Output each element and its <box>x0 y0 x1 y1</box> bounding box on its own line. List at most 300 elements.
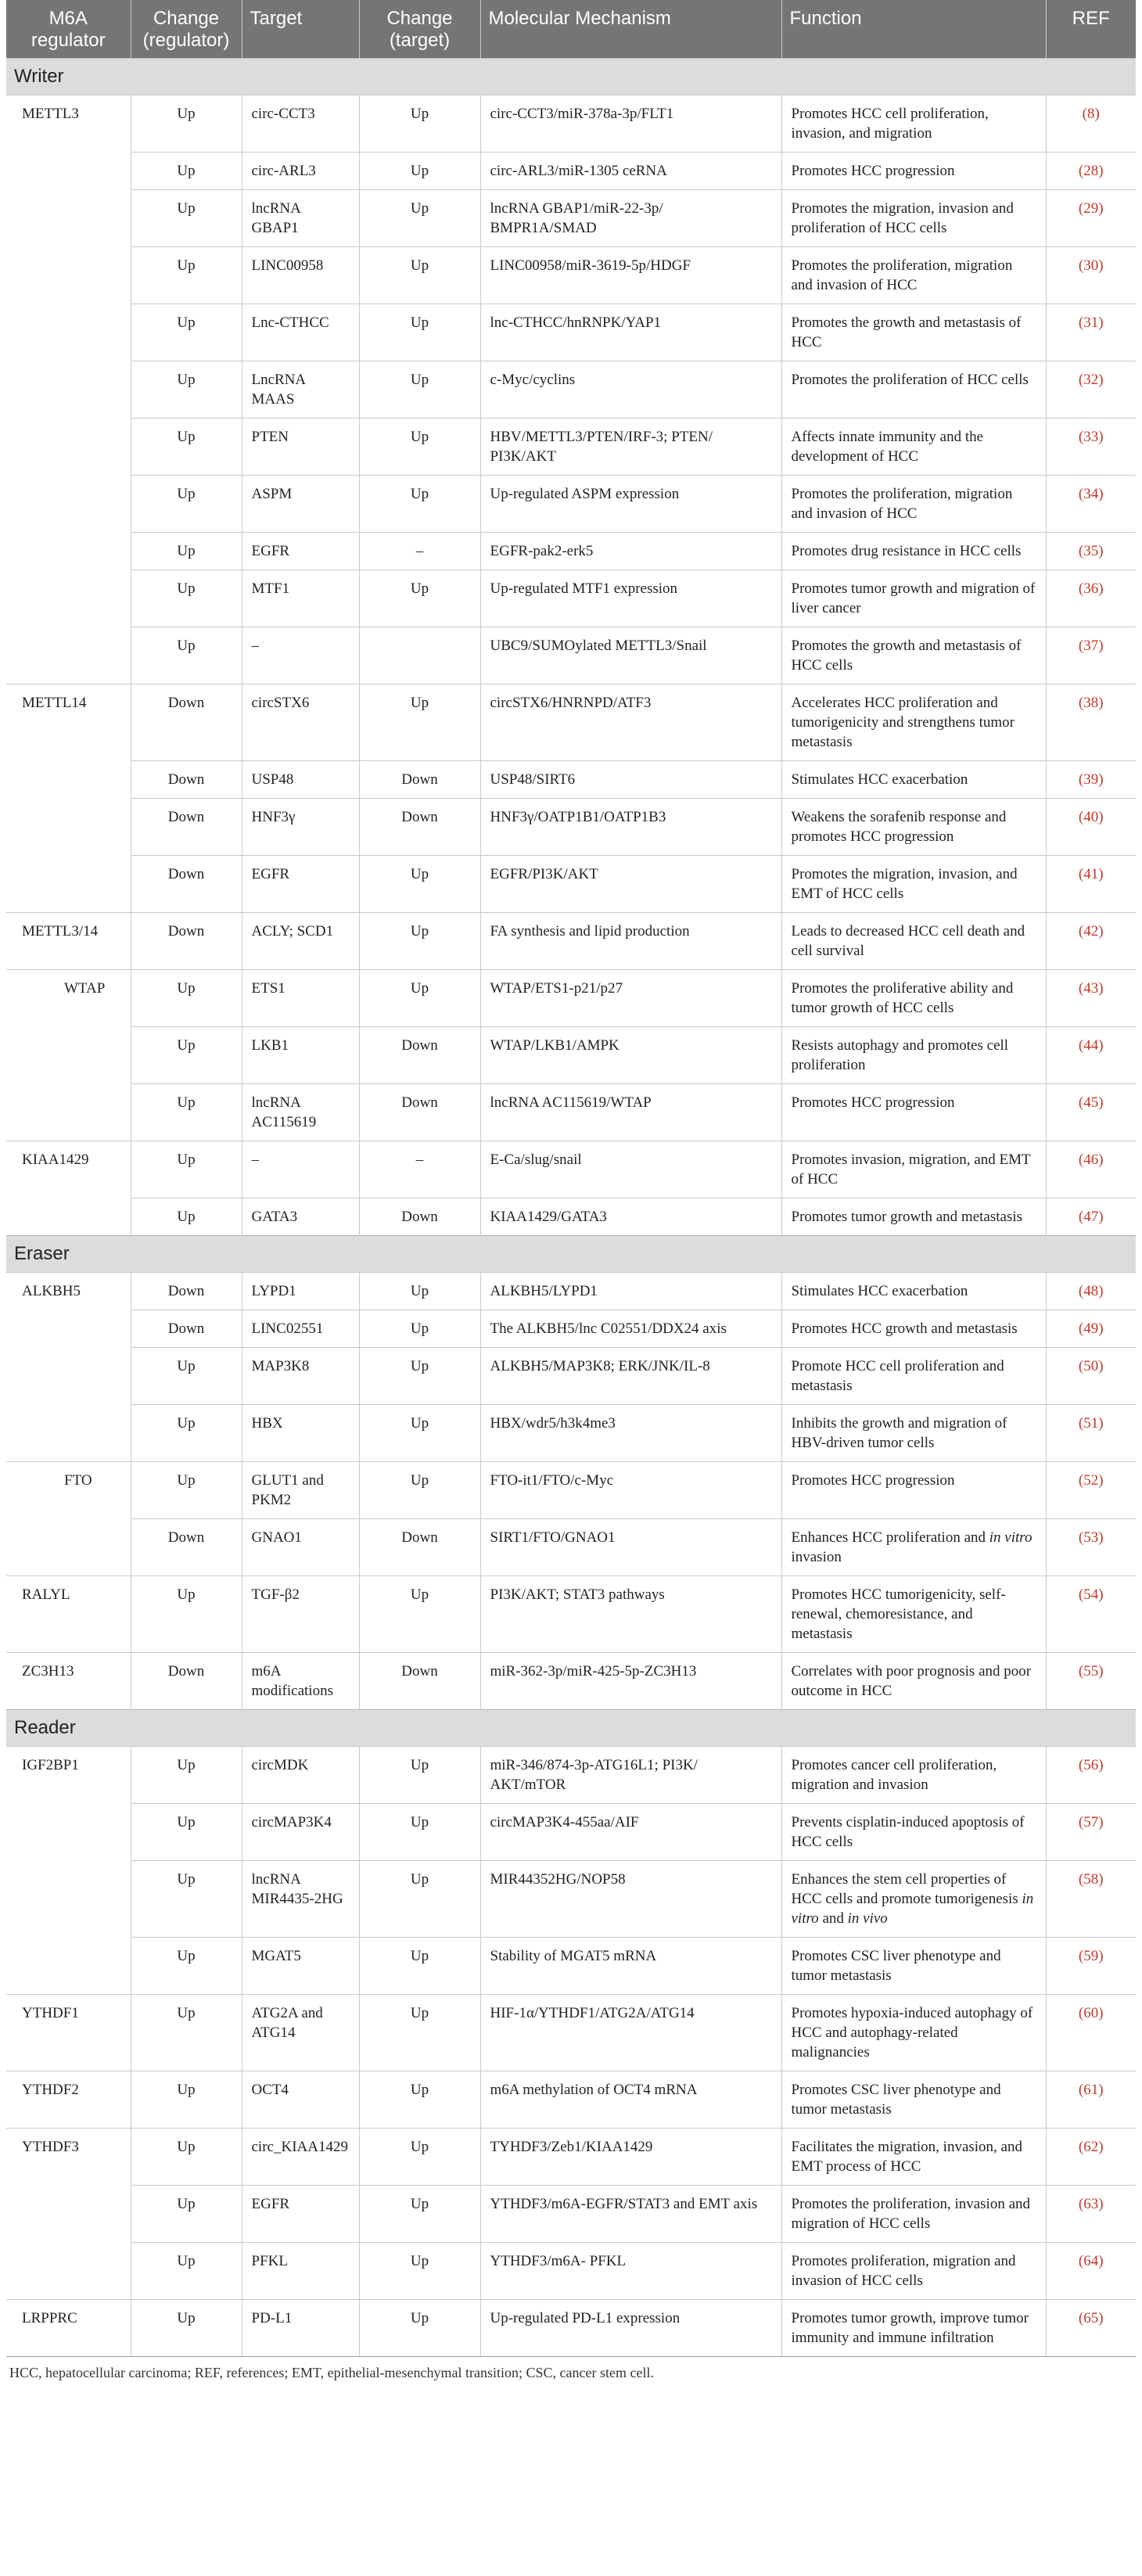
change-regulator-cell: Up <box>131 627 242 684</box>
regulator-cell: ZC3H13 <box>6 1653 131 1710</box>
target-cell: ETS1 <box>242 970 359 1027</box>
change-target-cell: Up <box>359 970 480 1027</box>
mechanism-cell: E-Ca/slug/snail <box>480 1141 781 1198</box>
section-title: Reader <box>6 1710 1136 1747</box>
mechanism-cell: HIF-1α/YTHDF1/ATG2A/ATG14 <box>480 1995 781 2071</box>
function-cell: Promotes the migration, invasion and proliferation of HCC cells <box>781 190 1046 247</box>
function-cell: Promotes CSC liver phenotype and tumor metastasis <box>781 1938 1046 1995</box>
regulator-cell: METTL14 <box>6 684 131 761</box>
regulator-cell <box>6 247 131 304</box>
ref-cell: (47) <box>1046 1198 1136 1236</box>
ref-cell: (34) <box>1046 476 1136 533</box>
mechanism-cell: circ-ARL3/miR-1305 ceRNA <box>480 153 781 190</box>
ref-cell: (51) <box>1046 1405 1136 1462</box>
change-regulator-cell: Down <box>131 1653 242 1710</box>
change-regulator-cell: Down <box>131 1273 242 1310</box>
change-regulator-cell: Up <box>131 190 242 247</box>
target-cell: LINC02551 <box>242 1310 359 1348</box>
table-row <box>6 95 1136 153</box>
ref-cell: (64) <box>1046 2243 1136 2300</box>
regulator-cell: LRPPRC <box>6 2300 131 2357</box>
ref-cell: (30) <box>1046 247 1136 304</box>
regulator-cell: RALYL <box>6 1576 131 1653</box>
table-row <box>6 856 1136 913</box>
table-row <box>6 1747 1136 1804</box>
target-cell: – <box>242 1141 359 1198</box>
mechanism-cell: YTHDF3/m6A-EGFR/STAT3 and EMT axis <box>480 2186 781 2243</box>
change-regulator-cell: Up <box>131 1576 242 1653</box>
change-target-cell: Up <box>359 2243 480 2300</box>
mechanism-cell: Up-regulated MTF1 expression <box>480 570 781 627</box>
mechanism-cell: HBV/METTL3/PTEN/IRF-3; PTEN/ PI3K/AKT <box>480 419 781 476</box>
regulator-cell <box>6 1084 131 1141</box>
mechanism-cell: USP48/SIRT6 <box>480 761 781 799</box>
table-row <box>6 570 1136 627</box>
function-cell: Promotes HCC progression <box>781 1084 1046 1141</box>
regulator-cell <box>6 1861 131 1938</box>
table-row <box>6 1141 1136 1198</box>
change-regulator-cell: Up <box>131 1198 242 1236</box>
change-target-cell: Up <box>359 1747 480 1804</box>
target-cell: LncRNA MAAS <box>242 361 359 419</box>
change-target-cell: Up <box>359 190 480 247</box>
ref-cell: (44) <box>1046 1027 1136 1084</box>
target-cell: EGFR <box>242 856 359 913</box>
target-cell: PTEN <box>242 419 359 476</box>
table-row <box>6 1027 1136 1084</box>
change-regulator-cell: Up <box>131 95 242 153</box>
target-cell: Lnc-CTHCC <box>242 304 359 361</box>
change-regulator-cell: Up <box>131 970 242 1027</box>
table-row <box>6 1273 1136 1310</box>
target-cell: TGF-β2 <box>242 1576 359 1653</box>
target-cell: lncRNA GBAP1 <box>242 190 359 247</box>
table-row <box>6 970 1136 1027</box>
table-header-row <box>6 0 1136 59</box>
table-row <box>6 2300 1136 2357</box>
change-target-cell: Down <box>359 1653 480 1710</box>
change-regulator-cell: Up <box>131 1084 242 1141</box>
mechanism-cell: ALKBH5/LYPD1 <box>480 1273 781 1310</box>
header-target: Target <box>242 0 359 59</box>
target-cell: ATG2A and ATG14 <box>242 1995 359 2071</box>
change-target-cell: Up <box>359 570 480 627</box>
target-cell: GLUT1 and PKM2 <box>242 1462 359 1519</box>
change-target-cell: Down <box>359 1027 480 1084</box>
change-target-cell: Up <box>359 2071 480 2129</box>
ref-cell: (49) <box>1046 1310 1136 1348</box>
target-cell: MTF1 <box>242 570 359 627</box>
ref-cell: (60) <box>1046 1995 1136 2071</box>
ref-cell: (33) <box>1046 419 1136 476</box>
change-target-cell: Up <box>359 2186 480 2243</box>
ref-cell: (62) <box>1046 2129 1136 2186</box>
table-row <box>6 1861 1136 1938</box>
ref-cell: (65) <box>1046 2300 1136 2357</box>
ref-cell: (39) <box>1046 761 1136 799</box>
ref-cell: (43) <box>1046 970 1136 1027</box>
mechanism-cell: m6A methylation of OCT4 mRNA <box>480 2071 781 2129</box>
table-row <box>6 190 1136 247</box>
change-target-cell: Up <box>359 913 480 970</box>
change-regulator-cell: Down <box>131 856 242 913</box>
change-regulator-cell: Down <box>131 913 242 970</box>
table-row <box>6 1405 1136 1462</box>
change-regulator-cell: Up <box>131 1405 242 1462</box>
function-cell: Accelerates HCC proliferation and tumorigenicity and strengthens tumor metastasis <box>781 684 1046 761</box>
target-cell: GNAO1 <box>242 1519 359 1576</box>
section-title: Eraser <box>6 1236 1136 1273</box>
target-cell: LKB1 <box>242 1027 359 1084</box>
change-regulator-cell: Up <box>131 1027 242 1084</box>
header-ref: REF <box>1046 0 1136 59</box>
change-regulator-cell: Up <box>131 570 242 627</box>
mechanism-cell: Up-regulated ASPM expression <box>480 476 781 533</box>
function-cell: Promotes HCC tumorigenicity, self-renewal, chemoresistance, and metastasis <box>781 1576 1046 1653</box>
target-cell: circ-CCT3 <box>242 95 359 153</box>
change-target-cell: Down <box>359 761 480 799</box>
ref-cell: (29) <box>1046 190 1136 247</box>
change-target-cell: Down <box>359 799 480 856</box>
regulator-cell <box>6 190 131 247</box>
regulator-cell: YTHDF1 <box>6 1995 131 2071</box>
ref-cell: (55) <box>1046 1653 1136 1710</box>
section-row-writer <box>6 59 1136 95</box>
mechanism-cell: circ-CCT3/miR-378a-3p/FLT1 <box>480 95 781 153</box>
mechanism-cell: TYHDF3/Zeb1/KIAA1429 <box>480 2129 781 2186</box>
function-cell: Promotes CSC liver phenotype and tumor metastasis <box>781 2071 1046 2129</box>
function-cell: Leads to decreased HCC cell death and cell survival <box>781 913 1046 970</box>
mechanism-cell: c-Myc/cyclins <box>480 361 781 419</box>
function-cell: Promotes invasion, migration, and EMT of HCC <box>781 1141 1046 1198</box>
ref-cell: (53) <box>1046 1519 1136 1576</box>
change-target-cell: Up <box>359 2300 480 2357</box>
change-target-cell: Up <box>359 304 480 361</box>
target-cell: LINC00958 <box>242 247 359 304</box>
change-target-cell: Up <box>359 2129 480 2186</box>
table-row <box>6 247 1136 304</box>
regulator-cell <box>6 1027 131 1084</box>
change-regulator-cell: Up <box>131 419 242 476</box>
regulator-cell <box>6 799 131 856</box>
mechanism-cell: FTO-it1/FTO/c-Myc <box>480 1462 781 1519</box>
target-cell: circ-ARL3 <box>242 153 359 190</box>
ref-cell: (54) <box>1046 1576 1136 1653</box>
change-regulator-cell: Up <box>131 533 242 570</box>
table-row <box>6 761 1136 799</box>
mechanism-cell: YTHDF3/m6A- PFKL <box>480 2243 781 2300</box>
table-row <box>6 1198 1136 1236</box>
mechanism-cell: LINC00958/miR-3619-5p/HDGF <box>480 247 781 304</box>
function-cell: Promotes HCC progression <box>781 1462 1046 1519</box>
change-target-cell: Up <box>359 684 480 761</box>
section-row-reader <box>6 1710 1136 1747</box>
change-regulator-cell: Up <box>131 2071 242 2129</box>
change-regulator-cell: Down <box>131 1519 242 1576</box>
ref-cell: (41) <box>1046 856 1136 913</box>
mechanism-cell: circSTX6/HNRNPD/ATF3 <box>480 684 781 761</box>
function-cell: Promotes tumor growth, improve tumor immunity and immune infiltration <box>781 2300 1046 2357</box>
target-cell: PD-L1 <box>242 2300 359 2357</box>
target-cell: circMDK <box>242 1747 359 1804</box>
function-cell: Enhances the stem cell properties of HCC cells and promote tumorigenesis in vitro and in vivo <box>781 1861 1046 1938</box>
ref-cell: (38) <box>1046 684 1136 761</box>
change-target-cell: Up <box>359 1576 480 1653</box>
function-cell: Promotes the proliferation, invasion and migration of HCC cells <box>781 2186 1046 2243</box>
regulator-cell: YTHDF2 <box>6 2071 131 2129</box>
change-target-cell: Up <box>359 419 480 476</box>
change-regulator-cell: Up <box>131 1747 242 1804</box>
target-cell: m6A modifications <box>242 1653 359 1710</box>
target-cell: circMAP3K4 <box>242 1804 359 1861</box>
mechanism-cell: Stability of MGAT5 mRNA <box>480 1938 781 1995</box>
table-row <box>6 799 1136 856</box>
ref-cell: (37) <box>1046 627 1136 684</box>
change-regulator-cell: Up <box>131 2129 242 2186</box>
table-row <box>6 913 1136 970</box>
change-target-cell: Up <box>359 1405 480 1462</box>
ref-cell: (50) <box>1046 1348 1136 1405</box>
regulator-cell <box>6 304 131 361</box>
regulator-cell: FTO <box>6 1462 131 1519</box>
ref-cell: (28) <box>1046 153 1136 190</box>
mechanism-cell: WTAP/ETS1-p21/p27 <box>480 970 781 1027</box>
regulator-cell <box>6 2186 131 2243</box>
table-row <box>6 1519 1136 1576</box>
change-regulator-cell: Up <box>131 1861 242 1938</box>
table-row <box>6 1653 1136 1710</box>
table-row <box>6 1084 1136 1141</box>
change-target-cell: Up <box>359 1938 480 1995</box>
change-target-cell <box>359 627 480 684</box>
mechanism-cell: HBX/wdr5/h3k4me3 <box>480 1405 781 1462</box>
ref-cell: (59) <box>1046 1938 1136 1995</box>
target-cell: HBX <box>242 1405 359 1462</box>
target-cell: EGFR <box>242 533 359 570</box>
function-cell: Enhances HCC proliferation and in vitro invasion <box>781 1519 1046 1576</box>
table-row <box>6 684 1136 761</box>
table-row <box>6 1462 1136 1519</box>
change-target-cell: Down <box>359 1084 480 1141</box>
mechanism-cell: The ALKBH5/lnc C02551/DDX24 axis <box>480 1310 781 1348</box>
table-row <box>6 1348 1136 1405</box>
change-regulator-cell: Up <box>131 1938 242 1995</box>
header-function: Function <box>781 0 1046 59</box>
regulator-cell <box>6 533 131 570</box>
change-target-cell: Up <box>359 95 480 153</box>
change-regulator-cell: Down <box>131 761 242 799</box>
mechanism-cell: SIRT1/FTO/GNAO1 <box>480 1519 781 1576</box>
change-target-cell: Down <box>359 1198 480 1236</box>
change-target-cell: Up <box>359 1348 480 1405</box>
target-cell: USP48 <box>242 761 359 799</box>
change-regulator-cell: Down <box>131 1310 242 1348</box>
function-cell: Inhibits the growth and migration of HBV-driven tumor cells <box>781 1405 1046 1462</box>
mechanism-cell: circMAP3K4-455aa/AIF <box>480 1804 781 1861</box>
mechanism-cell: WTAP/LKB1/AMPK <box>480 1027 781 1084</box>
table-page <box>6 0 1136 2382</box>
target-cell: GATA3 <box>242 1198 359 1236</box>
change-target-cell: Up <box>359 153 480 190</box>
regulator-cell <box>6 153 131 190</box>
function-cell: Prevents cisplatin-induced apoptosis of HCC cells <box>781 1804 1046 1861</box>
change-regulator-cell: Up <box>131 1462 242 1519</box>
regulator-cell <box>6 361 131 419</box>
change-regulator-cell: Up <box>131 1348 242 1405</box>
change-target-cell: Up <box>359 856 480 913</box>
function-cell: Correlates with poor prognosis and poor outcome in HCC <box>781 1653 1046 1710</box>
regulator-cell <box>6 1310 131 1348</box>
change-target-cell: Down <box>359 1519 480 1576</box>
change-target-cell: Up <box>359 247 480 304</box>
table-row <box>6 361 1136 419</box>
mechanism-cell: EGFR-pak2-erk5 <box>480 533 781 570</box>
function-cell: Promotes the proliferative ability and tumor growth of HCC cells <box>781 970 1046 1027</box>
ref-cell: (46) <box>1046 1141 1136 1198</box>
regulator-cell: YTHDF3 <box>6 2129 131 2186</box>
ref-cell: (48) <box>1046 1273 1136 1310</box>
regulator-cell: METTL3/14 <box>6 913 131 970</box>
mechanism-cell: lnc-CTHCC/hnRNPK/YAP1 <box>480 304 781 361</box>
target-cell: circSTX6 <box>242 684 359 761</box>
target-cell: ACLY; SCD1 <box>242 913 359 970</box>
ref-cell: (58) <box>1046 1861 1136 1938</box>
mechanism-cell: lncRNA GBAP1/miR-22-3p/ BMPR1A/SMAD <box>480 190 781 247</box>
table-row <box>6 627 1136 684</box>
change-regulator-cell: Up <box>131 2186 242 2243</box>
regulator-cell <box>6 1804 131 1861</box>
ref-cell: (36) <box>1046 570 1136 627</box>
function-cell: Promotes proliferation, migration and invasion of HCC cells <box>781 2243 1046 2300</box>
mechanism-cell: Up-regulated PD-L1 expression <box>480 2300 781 2357</box>
table-row <box>6 2243 1136 2300</box>
function-cell: Promotes the migration, invasion, and EMT of HCC cells <box>781 856 1046 913</box>
function-cell: Resists autophagy and promotes cell proliferation <box>781 1027 1046 1084</box>
table-row <box>6 1576 1136 1653</box>
function-cell: Promotes hypoxia-induced autophagy of HCC and autophagy-related malignancies <box>781 1995 1046 2071</box>
mechanism-cell: lncRNA AC115619/WTAP <box>480 1084 781 1141</box>
change-regulator-cell: Up <box>131 1141 242 1198</box>
change-target-cell: Up <box>359 476 480 533</box>
function-cell: Affects innate immunity and the development of HCC <box>781 419 1046 476</box>
change-regulator-cell: Up <box>131 153 242 190</box>
regulator-cell <box>6 761 131 799</box>
section-title: Writer <box>6 59 1136 95</box>
mechanism-cell: ALKBH5/MAP3K8; ERK/JNK/IL-8 <box>480 1348 781 1405</box>
ref-cell: (57) <box>1046 1804 1136 1861</box>
function-cell: Stimulates HCC exacerbation <box>781 761 1046 799</box>
mechanism-cell: MIR44352HG/NOP58 <box>480 1861 781 1938</box>
function-cell: Promotes the growth and metastasis of HCC <box>781 304 1046 361</box>
function-cell: Promotes HCC growth and metastasis <box>781 1310 1046 1348</box>
mechanism-cell: PI3K/AKT; STAT3 pathways <box>480 1576 781 1653</box>
change-target-cell: Up <box>359 361 480 419</box>
table-row <box>6 419 1136 476</box>
regulator-cell <box>6 1198 131 1236</box>
change-regulator-cell: Up <box>131 304 242 361</box>
function-cell: Promotes tumor growth and migration of liver cancer <box>781 570 1046 627</box>
table-row <box>6 533 1136 570</box>
table-row <box>6 2186 1136 2243</box>
function-cell: Facilitates the migration, invasion, and EMT process of HCC <box>781 2129 1046 2186</box>
mechanism-cell: KIAA1429/GATA3 <box>480 1198 781 1236</box>
ref-cell: (8) <box>1046 95 1136 153</box>
function-cell: Promotes HCC progression <box>781 153 1046 190</box>
ref-cell: (42) <box>1046 913 1136 970</box>
regulator-cell: WTAP <box>6 970 131 1027</box>
change-regulator-cell: Down <box>131 684 242 761</box>
table-row <box>6 153 1136 190</box>
function-cell: Promotes drug resistance in HCC cells <box>781 533 1046 570</box>
regulator-cell: KIAA1429 <box>6 1141 131 1198</box>
ref-cell: (32) <box>1046 361 1136 419</box>
function-cell: Promotes cancer cell proliferation, migration and invasion <box>781 1747 1046 1804</box>
target-cell: EGFR <box>242 2186 359 2243</box>
target-cell: MGAT5 <box>242 1938 359 1995</box>
regulator-cell <box>6 1405 131 1462</box>
function-cell: Stimulates HCC exacerbation <box>781 1273 1046 1310</box>
table-row <box>6 1310 1136 1348</box>
m6a-regulator-table <box>6 0 1136 2356</box>
change-regulator-cell: Up <box>131 1804 242 1861</box>
change-regulator-cell: Up <box>131 1995 242 2071</box>
function-cell: Weakens the sorafenib response and promotes HCC progression <box>781 799 1046 856</box>
target-cell: LYPD1 <box>242 1273 359 1310</box>
change-target-cell: Up <box>359 1804 480 1861</box>
mechanism-cell: UBC9/SUMOylated METTL3/Snail <box>480 627 781 684</box>
target-cell: OCT4 <box>242 2071 359 2129</box>
ref-cell: (45) <box>1046 1084 1136 1141</box>
target-cell: – <box>242 627 359 684</box>
regulator-cell: IGF2BP1 <box>6 1747 131 1804</box>
mechanism-cell: HNF3γ/OATP1B1/OATP1B3 <box>480 799 781 856</box>
table-row <box>6 2071 1136 2129</box>
table-row <box>6 304 1136 361</box>
ref-cell: (35) <box>1046 533 1136 570</box>
function-cell: Promotes the proliferation, migration and invasion of HCC <box>781 476 1046 533</box>
regulator-cell: METTL3 <box>6 95 131 153</box>
table-row <box>6 476 1136 533</box>
change-target-cell: Up <box>359 1995 480 2071</box>
change-target-cell: Up <box>359 1273 480 1310</box>
change-target-cell: – <box>359 1141 480 1198</box>
change-target-cell: Up <box>359 1310 480 1348</box>
function-cell: Promotes the proliferation of HCC cells <box>781 361 1046 419</box>
header-m6a-regulator: M6A regulator <box>6 0 131 59</box>
change-regulator-cell: Up <box>131 361 242 419</box>
target-cell: lncRNA MIR4435-2HG <box>242 1861 359 1938</box>
table-footnote: HCC, hepatocellular carcinoma; REF, references; EMT, epithelial-mesenchymal transition; CSC, cancer stem cell. <box>6 2356 1136 2382</box>
mechanism-cell: miR-362-3p/miR-425-5p-ZC3H13 <box>480 1653 781 1710</box>
target-cell: MAP3K8 <box>242 1348 359 1405</box>
regulator-cell <box>6 1519 131 1576</box>
regulator-cell <box>6 2243 131 2300</box>
ref-cell: (31) <box>1046 304 1136 361</box>
function-cell: Promotes the growth and metastasis of HCC cells <box>781 627 1046 684</box>
function-cell: Promote HCC cell proliferation and metastasis <box>781 1348 1046 1405</box>
mechanism-cell: miR-346/874-3p-ATG16L1; PI3K/ AKT/mTOR <box>480 1747 781 1804</box>
change-regulator-cell: Up <box>131 476 242 533</box>
regulator-cell: ALKBH5 <box>6 1273 131 1310</box>
ref-cell: (40) <box>1046 799 1136 856</box>
target-cell: HNF3γ <box>242 799 359 856</box>
regulator-cell <box>6 476 131 533</box>
change-regulator-cell: Up <box>131 2243 242 2300</box>
mechanism-cell: FA synthesis and lipid production <box>480 913 781 970</box>
header-change-regulator: Change (regulator) <box>131 0 242 59</box>
function-cell: Promotes HCC cell proliferation, invasion, and migration <box>781 95 1046 153</box>
function-cell: Promotes the proliferation, migration and invasion of HCC <box>781 247 1046 304</box>
